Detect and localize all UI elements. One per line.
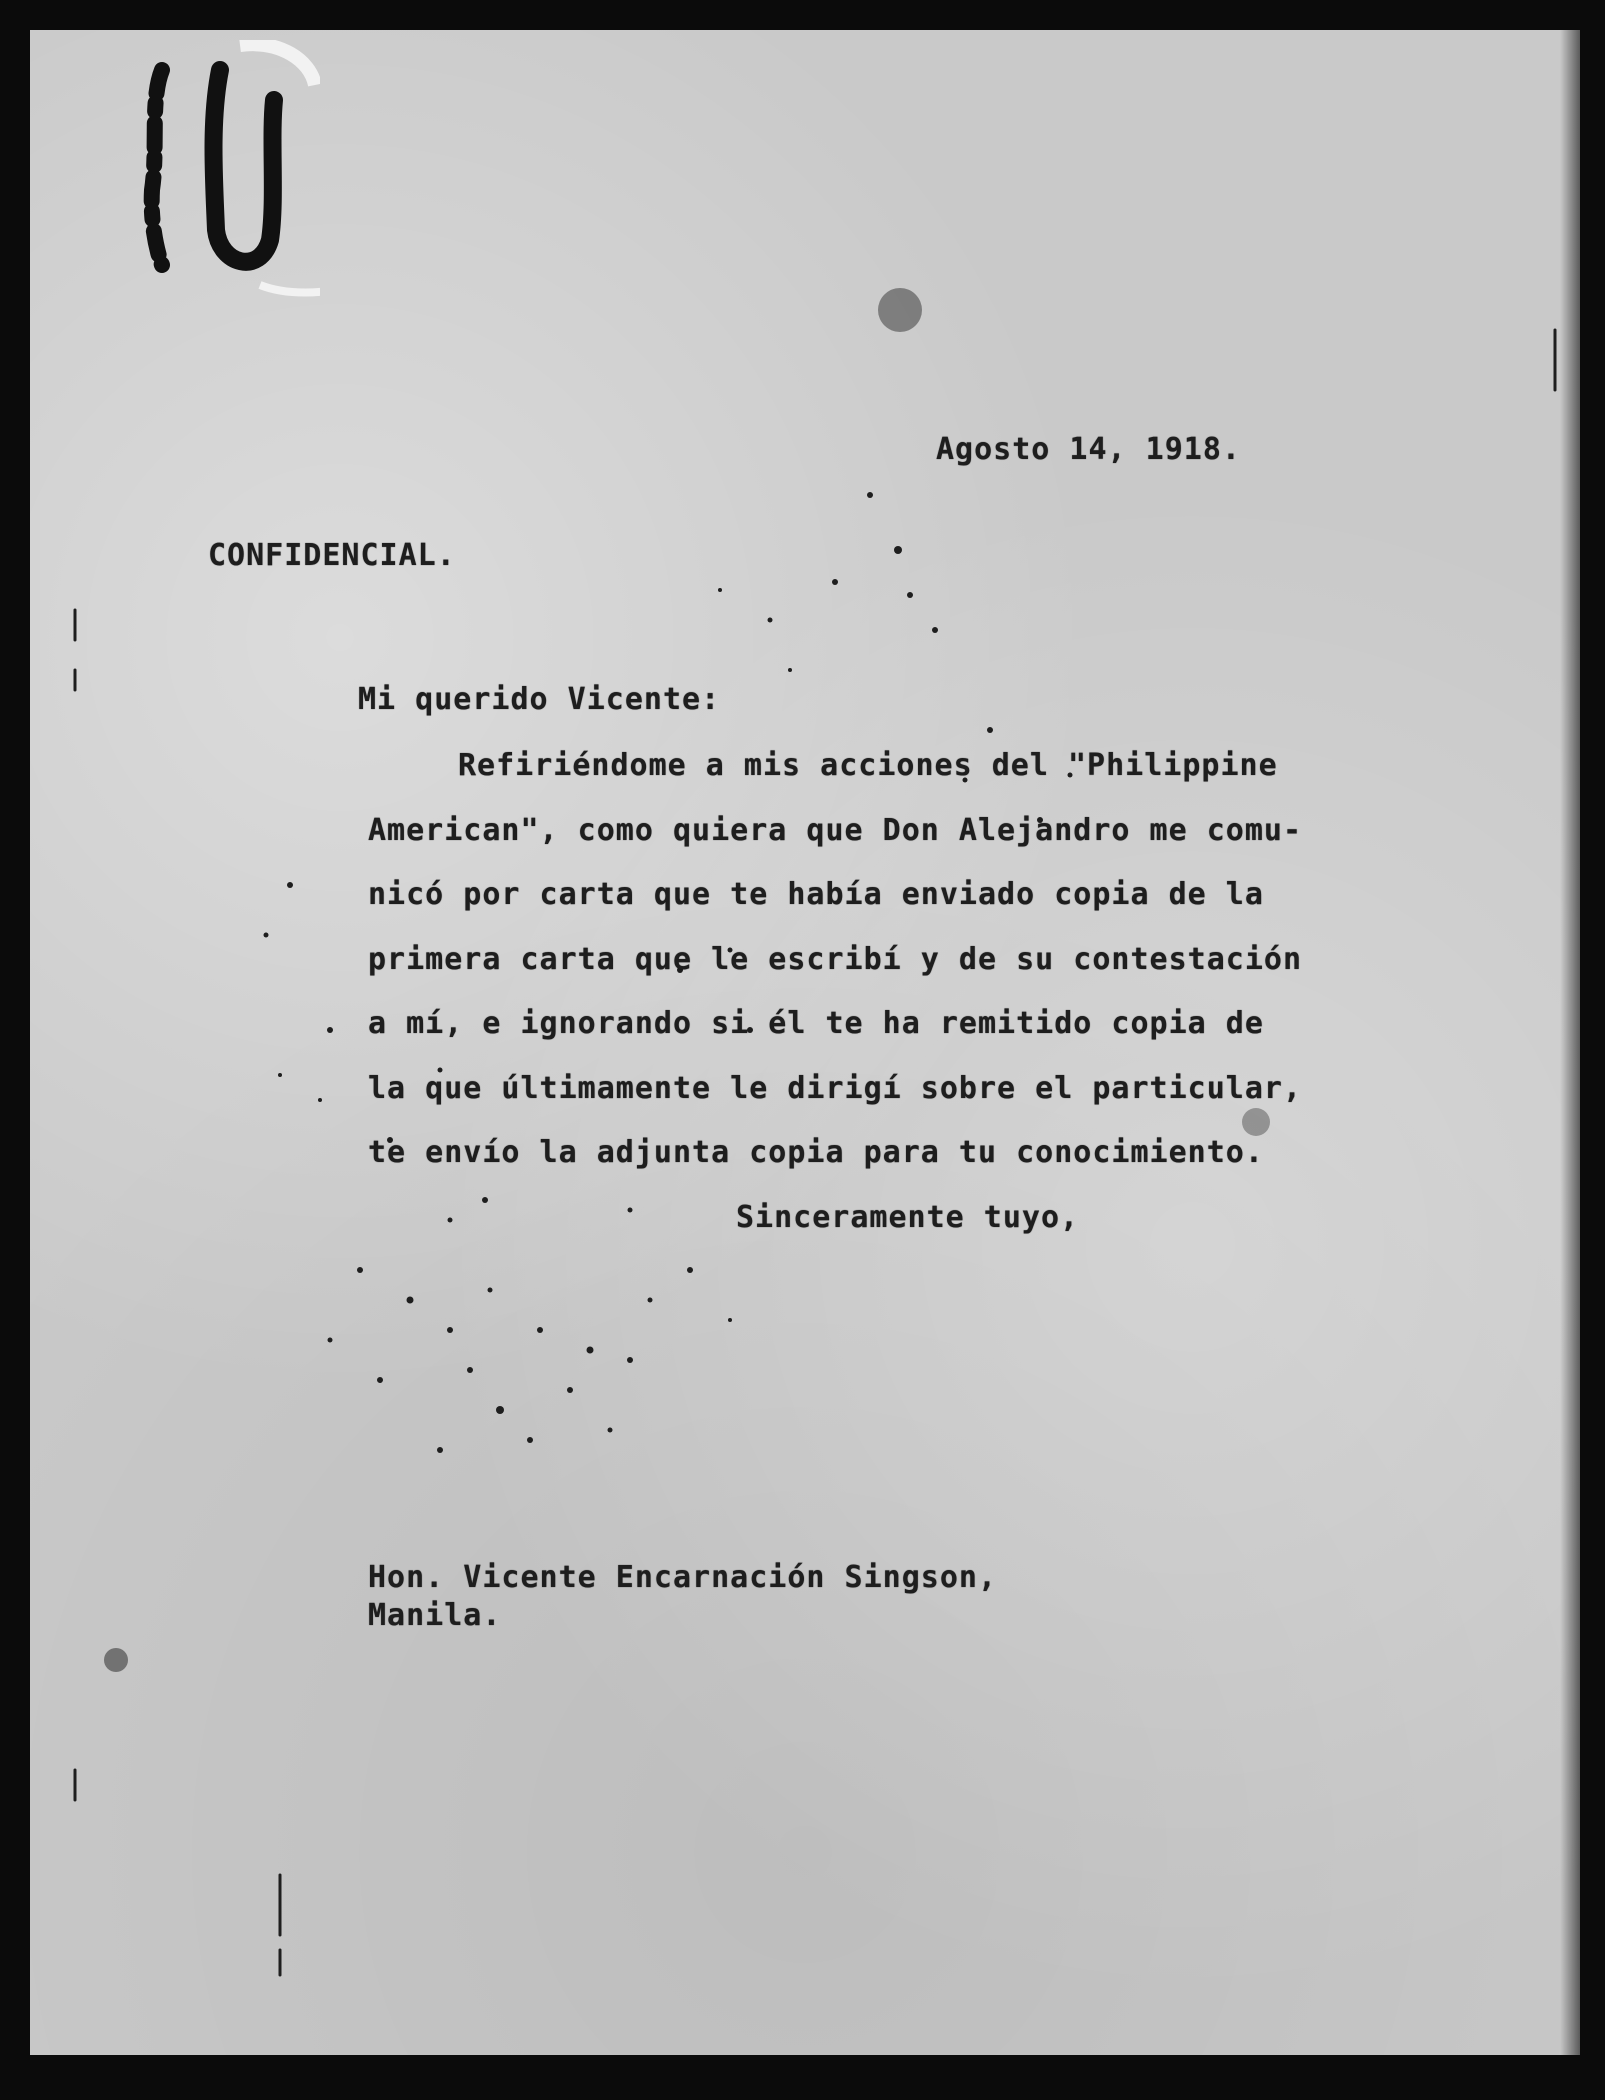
body-line: la que últimamente le dirigí sobre el particular,: [368, 1070, 1303, 1106]
body-line: a mí, e ignorando si él te ha remitido copia de: [368, 1006, 1264, 1041]
body-line: American", como quiera que Don Alejandro me comu-: [368, 812, 1303, 848]
letter-page: [30, 30, 1580, 2055]
body-line: nicó por carta que te había enviado copia de la: [368, 877, 1264, 912]
body-line: te envío la adjunta copia para tu conocimiento.: [368, 1135, 1264, 1170]
page-edge-shadow: [1560, 30, 1580, 2055]
classification-heading: CONFIDENCIAL.: [208, 538, 456, 573]
addressee-city: Manila.: [368, 1598, 502, 1633]
letter-body: [368, 748, 1302, 1200]
letter-date: Agosto 14, 1918.: [936, 432, 1241, 467]
body-line: primera carta que le escribí y de su contestación: [368, 941, 1303, 977]
body-line: Refiriéndome a mis acciones del "Philippine: [458, 748, 1278, 783]
salutation: Mi querido Vicente:: [358, 682, 721, 717]
closing: Sinceramente tuyo,: [736, 1200, 1080, 1235]
addressee-name: Hon. Vicente Encarnación Singson,: [368, 1560, 998, 1595]
